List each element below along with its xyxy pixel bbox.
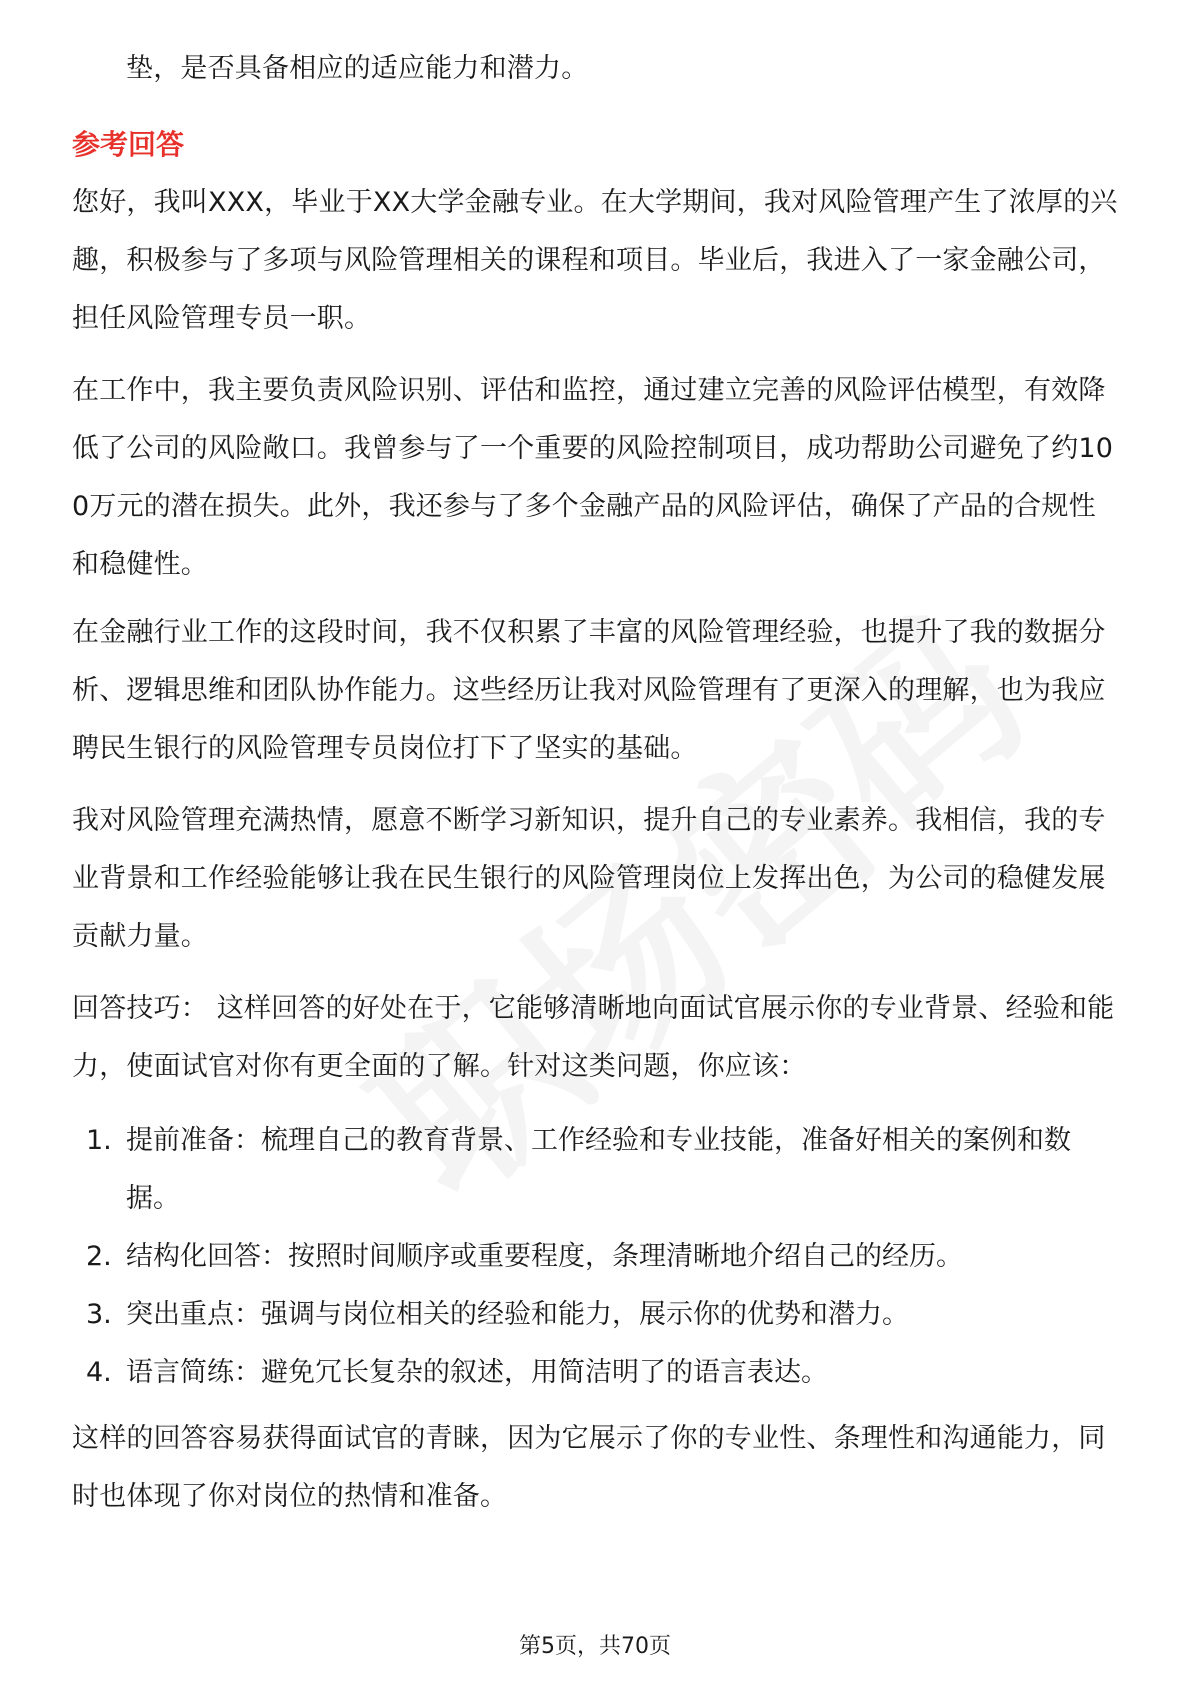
list-item (72, 1286, 1122, 1344)
list-number: 1. (86, 1125, 112, 1156)
paragraph-experience: 在金融行业工作的这段时间，我不仅积累了丰富的风险管理经验，也提升了我的数据分析、逻辑思维和团队协作能力。这些经历让我对风险管理有了更深入的理解，也为我应聘民生银行的风险管理专员岗位打下了坚实的基础。 (72, 617, 1106, 764)
section-heading: 参考回答 (72, 128, 185, 161)
paragraph-work: 在工作中，我主要负责风险识别、评估和监控，通过建立完善的风险评估模型，有效降低了公司的风险敞口。我曾参与了一个重要的风险控制项目，成功帮助公司避免了约100万元的潜在损失。此外，我还参与了多个金融产品的风险评估，确保了产品的合规性和稳健性。 (72, 375, 1114, 580)
paragraph-closing: 这样的回答容易获得面试官的青睐，因为它展示了你的专业性、条理性和沟通能力，同时也体现了你对岗位的热情和准备。 (72, 1423, 1106, 1512)
list-item (72, 1344, 1122, 1402)
paragraph-intro: 您好，我叫XXX，毕业于XX大学金融专业。在大学期间，我对风险管理产生了浓厚的兴趣，积极参与了多项与风险管理相关的课程和项目。毕业后，我进入了一家金融公司，担任风险管理专员一职。 (72, 187, 1118, 334)
page-number: 第5页，共70页 (519, 1634, 671, 1659)
list-number: 3. (86, 1299, 112, 1330)
tips-list (72, 1112, 1122, 1402)
list-text: 结构化回答：按照时间顺序或重要程度，条理清晰地介绍自己的经历。 (126, 1241, 963, 1272)
list-item (72, 1112, 1122, 1228)
list-text: 语言简练：避免冗长复杂的叙述，用简洁明了的语言表达。 (126, 1357, 828, 1388)
list-number: 2. (86, 1241, 112, 1272)
list-text: 突出重点：强调与岗位相关的经验和能力，展示你的优势和潜力。 (126, 1299, 909, 1330)
list-text: 提前准备：梳理自己的教育背景、工作经验和专业技能，准备好相关的案例和数据。 (126, 1125, 1071, 1214)
list-item (72, 1228, 1122, 1286)
paragraph-tips: 回答技巧： 这样回答的好处在于，它能够清晰地向面试官展示你的专业背景、经验和能力，使面试官对你有更全面的了解。针对这类问题，你应该： (72, 993, 1115, 1082)
list-number: 4. (86, 1357, 112, 1388)
paragraph-passion: 我对风险管理充满热情，愿意不断学习新知识，提升自己的专业素养。我相信，我的专业背景和工作经验能够让我在民生银行的风险管理岗位上发挥出色，为公司的稳健发展贡献力量。 (72, 805, 1106, 952)
continuation-text: 垫，是否具备相应的适应能力和潜力。 (126, 53, 589, 84)
